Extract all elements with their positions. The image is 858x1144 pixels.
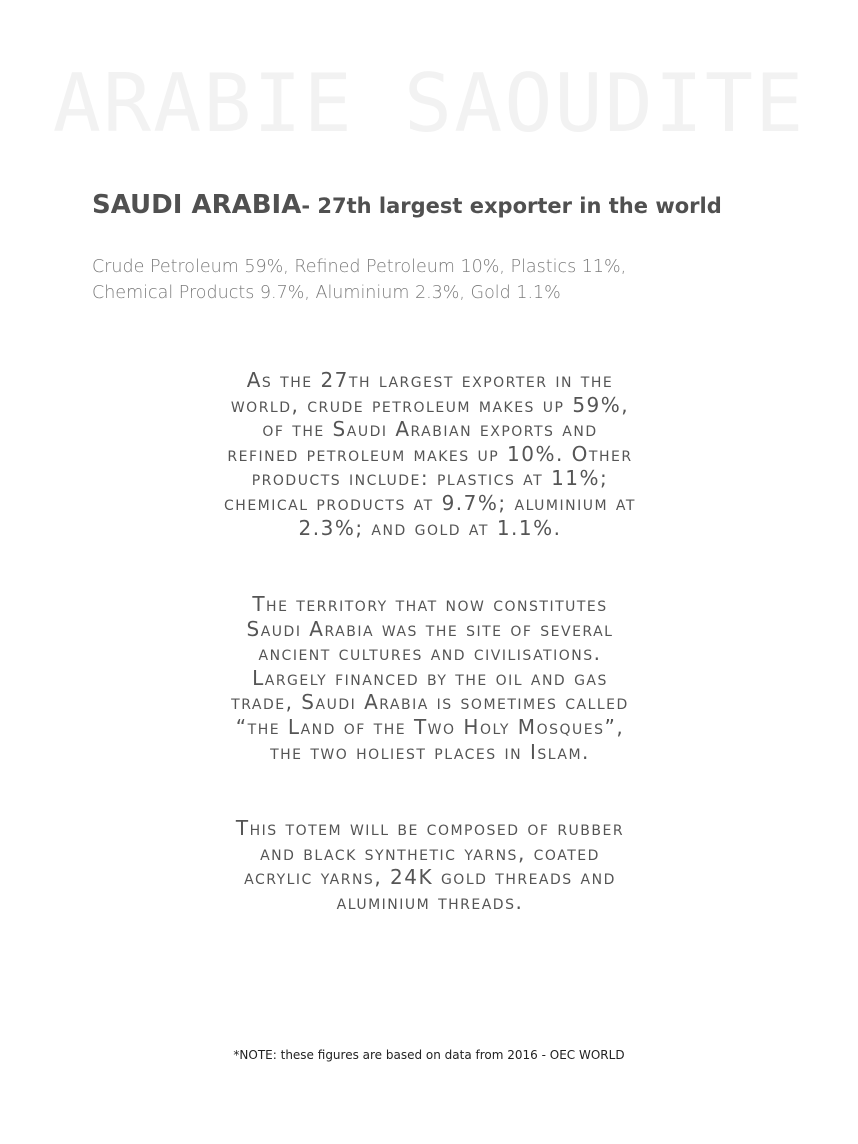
paragraph-line: of the Saudi Arabian exports and <box>262 417 598 442</box>
paragraph-line: products include: plastics at 11%; <box>251 466 609 491</box>
paragraph-line: This totem will be composed of rubber <box>235 816 625 840</box>
page-heading <box>92 190 792 220</box>
heading-country: SAUDI ARABIA <box>92 190 302 220</box>
paragraph-history <box>150 592 710 764</box>
summary-line: Crude Petroleum 59%, Refined Petroleum 10%, Plastics 11%, <box>92 257 627 277</box>
summary-line: Chemical Products 9.7%, Aluminium 2.3%, Gold 1.1% <box>92 283 561 303</box>
heading-rank: - 27th largest exporter in the world <box>301 194 722 218</box>
paragraph-line: refined petroleum makes up 10%. Other <box>227 441 633 466</box>
paragraph-line: The territory that now constitutes <box>252 592 608 616</box>
paragraph-line: ancient cultures and civilisations. <box>258 641 602 666</box>
paragraph-line: chemical products at 9.7%; aluminium at <box>224 490 636 515</box>
watermark-title: ARABIE SAOUDITE <box>52 57 806 150</box>
paragraph-materials <box>150 816 710 914</box>
paragraph-line: “the Land of the Two Holy Mosques”, <box>235 714 625 739</box>
paragraph-line: acrylic yarns, 24K gold threads and <box>244 865 616 890</box>
paragraph-line: world, crude petroleum makes up 59%, <box>230 392 630 417</box>
paragraph-line: Saudi Arabia was the site of several <box>246 616 614 641</box>
paragraph-line: aluminium threads. <box>336 889 524 914</box>
paragraph-line: 2.3%; and gold at 1.1%. <box>298 515 562 540</box>
paragraph-line: As the 27th largest exporter in the <box>246 368 614 392</box>
paragraph-line: trade, Saudi Arabia is sometimes called <box>231 690 629 715</box>
paragraph-line: the two holiest places in Islam. <box>270 739 590 764</box>
footnote: *NOTE: these figures are based on data from 2016 - OEC WORLD <box>233 1048 625 1062</box>
export-summary <box>92 254 732 306</box>
paragraph-exports <box>150 368 710 540</box>
paragraph-line: Largely financed by the oil and gas <box>252 665 608 690</box>
paragraph-line: and black synthetic yarns, coated <box>260 840 600 865</box>
